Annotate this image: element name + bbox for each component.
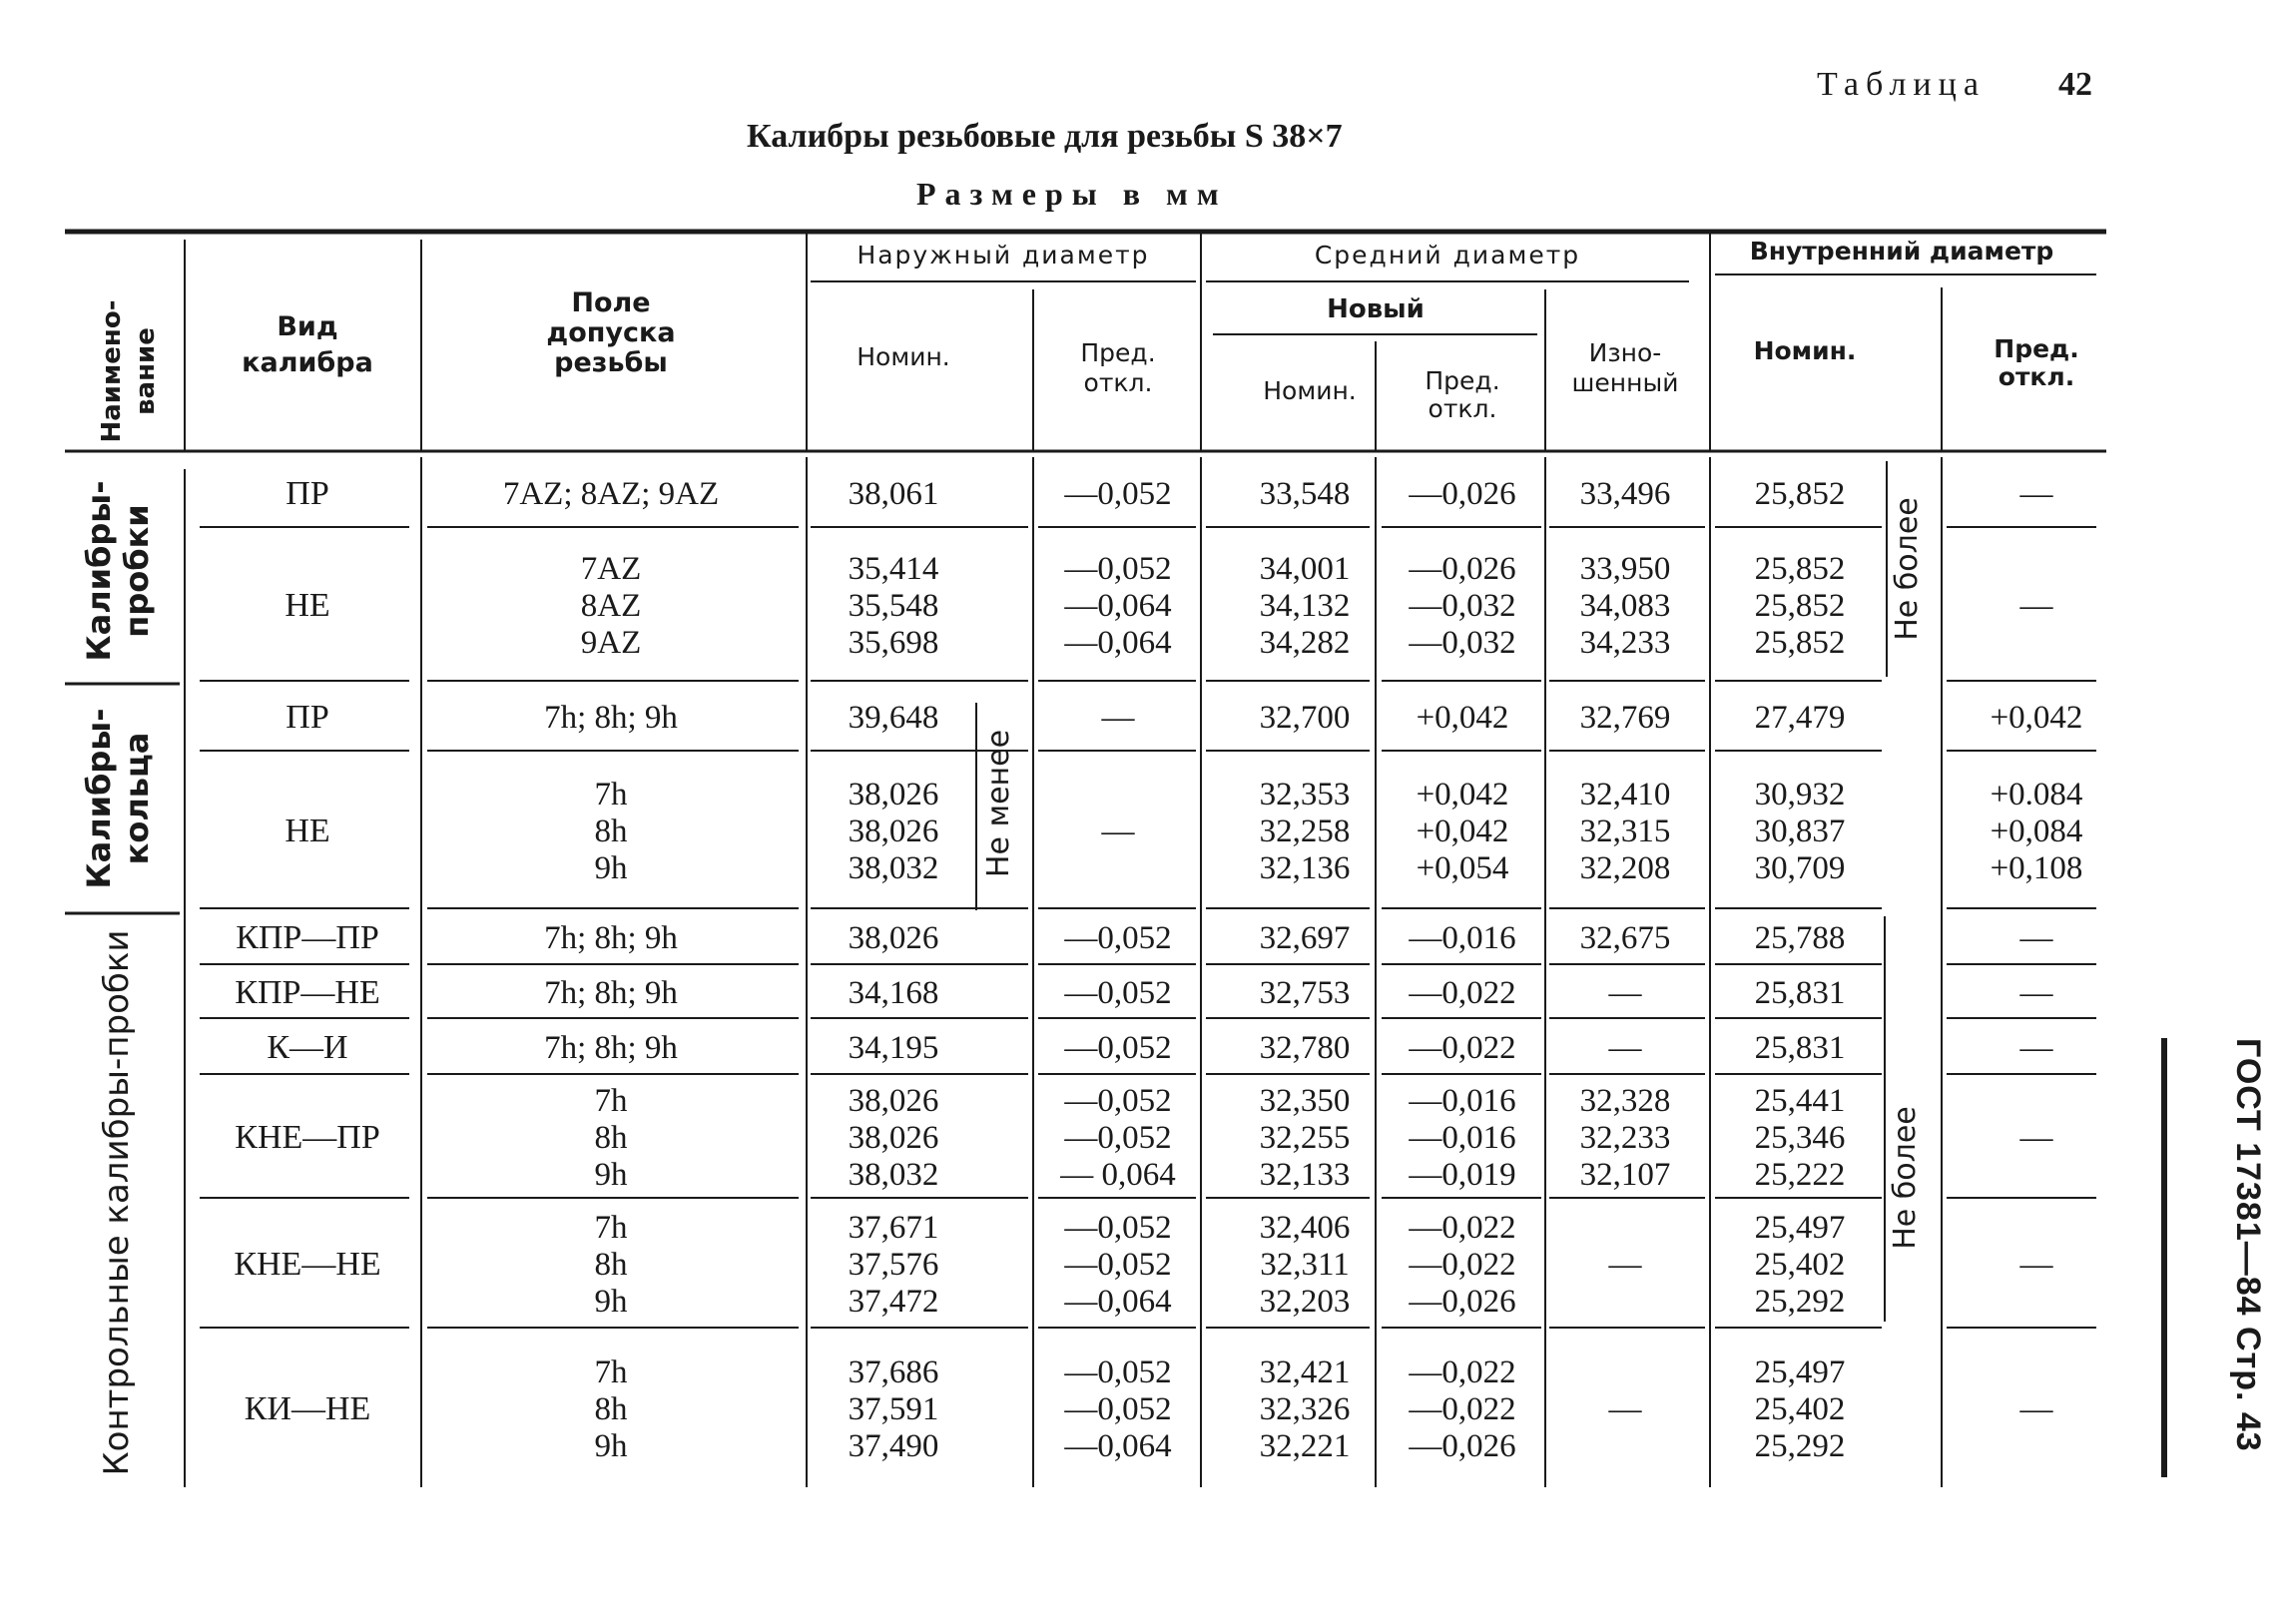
cell-md-nom: 32,406 (1259, 1210, 1351, 1246)
cell-md-worn: 32,107 (1579, 1157, 1671, 1193)
cell-md-dev: +0,042 (1416, 813, 1509, 849)
header-type: Вид (277, 311, 338, 342)
cell-od-dev: —0,052 (1064, 1030, 1172, 1066)
cell-od-nom: 38,026 (848, 920, 939, 956)
cell-od-nom: 34,195 (848, 1030, 939, 1066)
cell-tol: 7h (594, 1210, 628, 1246)
cell-md-worn: 32,315 (1579, 813, 1671, 849)
cell-md-dev: —0,032 (1409, 625, 1516, 661)
calibre-type: К—И (267, 1029, 348, 1066)
group-label: кольца (118, 732, 156, 865)
table-number: 42 (2058, 66, 2092, 103)
group-label: пробки (118, 504, 156, 638)
cell-od-nom: 35,414 (848, 551, 939, 587)
cell-md-dev: —0,016 (1409, 1083, 1516, 1119)
cell-tol: 8h (594, 1391, 628, 1427)
side-note-text: ГОСТ 17381—84 Стр. 43 (2229, 1038, 2267, 1452)
cell-tol: 9AZ (580, 625, 642, 661)
note-not-more: Не более (1890, 497, 1925, 641)
cell-md-dev: +0,042 (1416, 700, 1509, 736)
cell-tol: 9h (594, 1284, 628, 1320)
cell-md-worn: — (1608, 1247, 1642, 1283)
cell-tol: 9h (594, 1157, 628, 1193)
cell-md-dev: —0,022 (1409, 1247, 1516, 1283)
cell-md-nom: 32,136 (1259, 850, 1351, 886)
cell-od-nom: 37,472 (848, 1284, 939, 1320)
cell-id-nom: 25,852 (1754, 625, 1846, 661)
header-inner: Внутренний диаметр (1749, 237, 2054, 266)
note-not-more: Не более (1888, 1106, 1923, 1250)
cell-md-nom: 34,282 (1259, 625, 1351, 661)
header-outer: Наружный диаметр (857, 241, 1150, 270)
cell-id-nom: 25,292 (1754, 1428, 1846, 1464)
calibre-type: КНЕ—ПР (235, 1119, 380, 1156)
cell-md-dev: —0,019 (1409, 1157, 1516, 1193)
cell-od-dev: —0,052 (1064, 1083, 1172, 1119)
cell-id-nom: 25,831 (1754, 1030, 1846, 1066)
cell-md-nom: 33,548 (1259, 476, 1351, 512)
cell-md-nom: 32,353 (1259, 777, 1351, 812)
note-not-less: Не менее (981, 729, 1016, 878)
cell-od-dev: —0,052 (1064, 1210, 1172, 1246)
cell-tol: 8AZ (580, 588, 642, 624)
cell-od-dev: — (1101, 700, 1135, 736)
cell-od-nom: 37,671 (848, 1210, 939, 1246)
header-tolerance: Поле (571, 287, 651, 318)
cell-md-nom: 32,255 (1259, 1120, 1351, 1156)
cell-md-dev: +0,042 (1416, 777, 1509, 812)
cell-id-nom: 25,222 (1754, 1157, 1846, 1193)
cell-md-dev: —0,016 (1409, 920, 1516, 956)
cell-md-dev: +0,054 (1416, 850, 1509, 886)
cell-id-nom: 25,831 (1754, 975, 1846, 1011)
cell-md-dev: —0,022 (1409, 975, 1516, 1011)
group-label: Контрольные калибры-пробки (97, 929, 137, 1476)
calibre-type: КПР—НЕ (235, 974, 380, 1011)
cell-id-nom: 25,852 (1754, 588, 1846, 624)
cell-tol: 7h; 8h; 9h (544, 700, 678, 736)
cell-od-nom: 35,548 (848, 588, 939, 624)
cell-md-worn: 33,950 (1579, 551, 1671, 587)
cell-od-nom: 35,698 (848, 625, 939, 661)
cell-md-nom: 32,697 (1259, 920, 1351, 956)
cell-tol: 7h (594, 1083, 628, 1119)
cell-md-worn: 32,675 (1579, 920, 1671, 956)
cell-id-dev: +0.084 (1990, 777, 2083, 812)
cell-id-nom: 25,441 (1754, 1083, 1846, 1119)
cell-od-dev: —0,052 (1064, 975, 1172, 1011)
cell-md-worn: — (1608, 975, 1642, 1011)
cell-md-nom: 32,203 (1259, 1284, 1351, 1320)
page-title: Калибры резьбовые для резьбы S 38×7 (747, 118, 1343, 155)
cell-md-nom: 32,133 (1259, 1157, 1351, 1193)
header-tolerance: резьбы (554, 347, 668, 378)
cell-od-nom: 38,026 (848, 1083, 939, 1119)
cell-md-nom: 34,001 (1259, 551, 1351, 587)
cell-id-dev: — (2019, 588, 2053, 624)
table-label: Таблица (1817, 66, 1986, 103)
header-deviation: откл. (1428, 394, 1497, 423)
cell-id-nom: 25,346 (1754, 1120, 1846, 1156)
header-nominal: Номин. (1263, 376, 1357, 405)
cell-od-dev: — (1101, 813, 1135, 849)
cell-id-dev: +0,108 (1990, 850, 2083, 886)
cell-md-dev: —0,026 (1409, 1284, 1516, 1320)
header-worn: Изно- (1588, 338, 1662, 367)
cell-od-nom: 38,061 (848, 476, 939, 512)
calibre-type: КПР—ПР (236, 919, 379, 956)
cell-id-nom: 25,402 (1754, 1391, 1846, 1427)
cell-md-nom: 32,221 (1259, 1428, 1351, 1464)
cell-id-nom: 25,497 (1754, 1210, 1846, 1246)
header-middle: Средний диаметр (1314, 241, 1581, 270)
cell-id-nom: 30,709 (1754, 850, 1846, 886)
cell-md-dev: —0,016 (1409, 1120, 1516, 1156)
cell-tol: 9h (594, 850, 628, 886)
cell-od-nom: 37,490 (848, 1428, 939, 1464)
header-deviation: Пред. (1994, 334, 2079, 363)
cell-od-dev: —0,064 (1064, 1428, 1172, 1464)
cell-md-nom: 32,421 (1259, 1354, 1351, 1390)
cell-od-dev: —0,052 (1064, 1354, 1172, 1390)
cell-od-dev: —0,064 (1064, 1284, 1172, 1320)
cell-od-nom: 38,026 (848, 1120, 939, 1156)
header-worn: шенный (1571, 368, 1679, 397)
cell-od-nom: 37,686 (848, 1354, 939, 1390)
cell-md-worn: 32,410 (1579, 777, 1671, 812)
cell-id-dev: — (2019, 975, 2053, 1011)
cell-od-nom: 39,648 (848, 700, 939, 736)
calibre-type: КИ—НЕ (244, 1390, 371, 1427)
cell-md-dev: —0,022 (1409, 1210, 1516, 1246)
cell-id-nom: 25,788 (1754, 920, 1846, 956)
cell-id-nom: 25,497 (1754, 1354, 1846, 1390)
header-new: Новый (1327, 294, 1425, 324)
cell-od-dev: —0,052 (1064, 551, 1172, 587)
header-nominal: Номин. (1753, 336, 1857, 365)
cell-id-dev: — (2019, 1120, 2053, 1156)
header-tolerance: допуска (546, 317, 676, 348)
group-label: Калибры- (80, 480, 118, 662)
cell-tol: 9h (594, 1428, 628, 1464)
cell-od-dev: —0,064 (1064, 625, 1172, 661)
cell-md-nom: 32,350 (1259, 1083, 1351, 1119)
cell-id-nom: 30,932 (1754, 777, 1846, 812)
cell-md-nom: 34,132 (1259, 588, 1351, 624)
cell-tol: 7h; 8h; 9h (544, 1030, 678, 1066)
cell-tol: 8h (594, 1247, 628, 1283)
header-deviation: Пред. (1425, 366, 1500, 395)
cell-md-dev: —0,032 (1409, 588, 1516, 624)
cell-id-dev: — (2019, 1391, 2053, 1427)
header-type: калибра (242, 347, 373, 378)
cell-md-nom: 32,258 (1259, 813, 1351, 849)
header-nominal: Номин. (857, 342, 950, 371)
cell-md-nom: 32,780 (1259, 1030, 1351, 1066)
cell-md-dev: —0,022 (1409, 1354, 1516, 1390)
cell-od-nom: 38,026 (848, 777, 939, 812)
cell-md-worn: 33,496 (1579, 476, 1671, 512)
units-caption: Размеры в мм (916, 176, 1228, 212)
cell-md-worn: 32,208 (1579, 850, 1671, 886)
calibre-type: НЕ (285, 812, 330, 849)
cell-id-dev: +0,042 (1990, 700, 2083, 736)
group-label: Калибры- (80, 708, 118, 889)
cell-id-nom: 25,292 (1754, 1284, 1846, 1320)
cell-tol: 7h (594, 777, 628, 812)
cell-id-nom: 25,852 (1754, 551, 1846, 587)
header-deviation: откл. (1998, 362, 2075, 391)
cell-id-dev: — (2019, 476, 2053, 512)
cell-tol: 7h (594, 1354, 628, 1390)
cell-id-nom: 27,479 (1754, 700, 1846, 736)
cell-md-worn: — (1608, 1391, 1642, 1427)
cell-od-nom: 34,168 (848, 975, 939, 1011)
cell-md-dev: —0,026 (1409, 476, 1516, 512)
cell-md-worn: 34,233 (1579, 625, 1671, 661)
cell-md-dev: —0,026 (1409, 1428, 1516, 1464)
cell-od-dev: —0,064 (1064, 588, 1172, 624)
cell-tol: 7AZ (580, 551, 642, 587)
cell-id-dev: — (2019, 1247, 2053, 1283)
cell-od-dev: —0,052 (1064, 1391, 1172, 1427)
cell-md-dev: —0,022 (1409, 1391, 1516, 1427)
cell-id-nom: 30,837 (1754, 813, 1846, 849)
cell-md-worn: — (1608, 1030, 1642, 1066)
cell-od-dev: —0,052 (1064, 920, 1172, 956)
cell-od-nom: 38,032 (848, 1157, 939, 1193)
cell-md-worn: 32,328 (1579, 1083, 1671, 1119)
cell-md-worn: 34,083 (1579, 588, 1671, 624)
calibre-type: ПР (286, 475, 329, 512)
cell-md-worn: 32,769 (1579, 700, 1671, 736)
cell-md-dev: —0,026 (1409, 551, 1516, 587)
cell-od-nom: 37,576 (848, 1247, 939, 1283)
header-deviation: Пред. (1080, 338, 1156, 367)
cell-tol: 7h; 8h; 9h (544, 975, 678, 1011)
cell-od-dev: — 0,064 (1060, 1157, 1176, 1193)
cell-tol: 8h (594, 1120, 628, 1156)
cell-id-dev: +0,084 (1990, 813, 2083, 849)
cell-od-dev: —0,052 (1064, 476, 1172, 512)
cell-tol: 7AZ; 8AZ; 9AZ (502, 476, 720, 512)
cell-od-dev: —0,052 (1064, 1120, 1172, 1156)
cell-md-dev: —0,022 (1409, 1030, 1516, 1066)
cell-md-nom: 32,700 (1259, 700, 1351, 736)
cell-id-dev: — (2019, 920, 2053, 956)
cell-tol: 8h (594, 813, 628, 849)
cell-md-nom: 32,753 (1259, 975, 1351, 1011)
cell-id-nom: 25,402 (1754, 1247, 1846, 1283)
cell-md-nom: 32,311 (1260, 1247, 1350, 1283)
cell-id-nom: 25,852 (1754, 476, 1846, 512)
header-name: вание (131, 327, 161, 415)
calibre-type: ПР (286, 699, 329, 736)
cell-od-nom: 38,032 (848, 850, 939, 886)
calibre-type: НЕ (285, 587, 330, 624)
cell-md-nom: 32,326 (1259, 1391, 1351, 1427)
header-deviation: откл. (1083, 368, 1153, 397)
cell-od-nom: 37,591 (848, 1391, 939, 1427)
cell-od-nom: 38,026 (848, 813, 939, 849)
cell-md-worn: 32,233 (1579, 1120, 1671, 1156)
calibre-type: КНЕ—НЕ (234, 1246, 381, 1283)
cell-id-dev: — (2019, 1030, 2053, 1066)
cell-od-dev: —0,052 (1064, 1247, 1172, 1283)
cell-tol: 7h; 8h; 9h (544, 920, 678, 956)
header-name: Наимено- (97, 299, 127, 443)
